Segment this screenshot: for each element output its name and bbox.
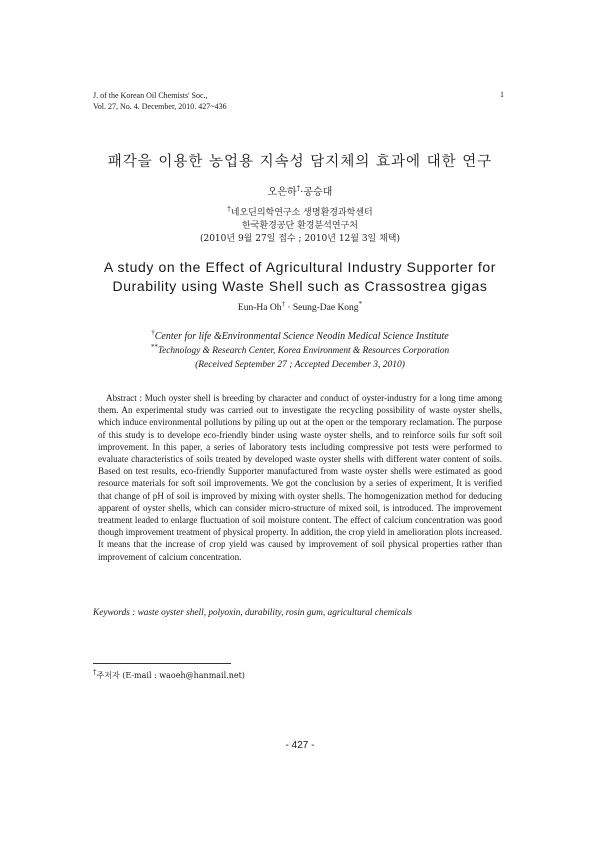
korean-author-1: 오은하 (267, 187, 297, 198)
english-title-line2: Durability using Waste Shell such as Crassostrea gigas (112, 278, 488, 294)
abstract-label: Abstract (106, 393, 137, 403)
page-corner-number: 1 (500, 90, 504, 99)
abstract-text: : Much oyster shell is breeding by character and conduct of oyster-industry for a long time among them. An experimental study was carried out to investigate the recycling possibility of waste oyster shells, which induce environmental pollutions by piling up out at the open or the temporary reclamation. The purpose of this study is to develope eco-friendly binder using waste oyster shells, and to reinforce soils fur soft soil improvement. In this paper, a series of laboratory tests including compressive pot tests were performed to evaluate characteristics of soils treated by developed waste oyster shells with different water content of soils. Based on test results, eco-friendly Supporter manufactured from waste oyster shells were estimated as good resource materials for soft soil improvements. We got the conclusion by a series of experiment, It is verified that change of pH of soil is improved by mixing with oyster shells. The homogenization method for deducing apparent of oyster shells, which can consider micro-structure of mixed soil, is introduced. The improvement treatment leaded to enlarge fluctuation of soil moisture content. The effect of calcium concentration was good though improvement treatment of physical property. In addition, the crop yield in amelioration plots increased. It means that the increase of crop yield was caused by improvement of soil physical properties rather than improvement of calcium concentration. (98, 393, 502, 562)
footnote-mark: † (93, 668, 97, 677)
korean-author-1-mark: † (296, 184, 301, 193)
korean-dates: (2010년 9월 27일 접수 ; 2010년 12월 3일 채택) (199, 234, 401, 244)
journal-citation-line2: Vol. 27, No. 4. December, 2010. 427~436 (93, 102, 227, 111)
english-author-1-mark: † (281, 299, 285, 308)
footnote (93, 670, 245, 681)
korean-title: 패각을 이용한 농업용 지속성 담지체의 효과에 대한 연구 (107, 154, 493, 170)
english-affiliation-1-mark: † (151, 328, 155, 337)
english-author-2: · Seung-Dae Kong (284, 303, 359, 313)
english-affiliation-2-mark: ** (150, 342, 158, 351)
english-authors (0, 299, 600, 313)
english-affiliation-1 (0, 330, 600, 344)
abstract (98, 392, 502, 563)
korean-authors (0, 183, 600, 198)
korean-affiliation-1-mark: † (227, 205, 231, 213)
footnote-text: 주저자 (E-mail : waoeh@hanmail.net) (96, 671, 245, 680)
korean-affiliation-1-text: 네오딘의학연구소 생명환경과학센터 (230, 208, 373, 218)
korean-author-2: ·공승대 (300, 187, 333, 198)
english-title-line1: A study on the Effect of Agricultural Industry Supporter for (103, 259, 497, 275)
english-dates: (Received September 27 ; Accepted December 3, 2010) (195, 360, 405, 370)
english-affiliation-2 (0, 344, 600, 358)
english-author-2-mark: * (358, 299, 363, 308)
korean-affiliation-2: 한국환경공단 환경분석연구처 (242, 221, 358, 231)
keywords: Keywords : waste oyster shell, polyoxin, durability, rosin gum, agricultural chemicals (93, 608, 412, 618)
footnote-divider (93, 663, 231, 664)
english-affiliation-2-text: Technology & Research Center, Korea Environment & Resources Corporation (157, 346, 450, 356)
journal-citation-line1: J. of the Korean Oil Chemists' Soc., (93, 91, 208, 100)
korean-affiliation-1 (0, 207, 600, 219)
english-affiliation-1-text: Center for life &Environmental Science Neodin Medical Science Institute (154, 331, 449, 342)
english-author-1: Eun-Ha Oh (237, 303, 282, 313)
english-title (0, 258, 600, 296)
page-number: - 427 - (285, 740, 315, 751)
